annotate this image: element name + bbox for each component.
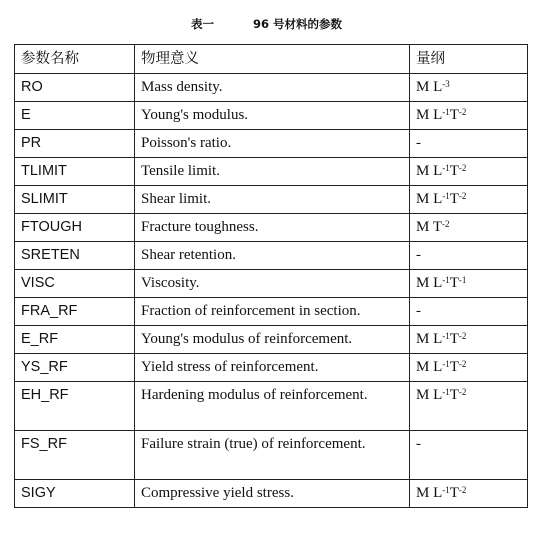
table-row <box>15 270 528 298</box>
table-row <box>15 431 528 480</box>
parameter-code: YS_RF <box>15 354 135 382</box>
dimension-exponent: -1 <box>442 331 450 341</box>
dimension-base: - <box>416 303 421 319</box>
parameter-meaning: Yield stress of reinforcement. <box>135 354 410 382</box>
parameter-dimension <box>410 354 528 382</box>
parameter-code: SIGY <box>15 480 135 508</box>
parameter-meaning: Shear limit. <box>135 186 410 214</box>
table-row <box>15 480 528 508</box>
dimension-exponent: -1 <box>458 275 467 285</box>
parameter-meaning: Failure strain (true) of reinforcement. <box>135 431 410 480</box>
dimension-base: M L <box>416 485 443 501</box>
parameter-dimension <box>410 382 528 431</box>
parameter-code: FS_RF <box>15 431 135 480</box>
parameter-dimension <box>410 480 528 508</box>
parameter-dimension <box>410 130 528 158</box>
dimension-exponent: -2 <box>458 191 467 201</box>
parameter-dimension <box>410 102 528 130</box>
table-title: 96 号材料的参数 <box>253 17 343 31</box>
dimension-base: T <box>449 191 459 207</box>
dimension-base: M L <box>416 331 443 347</box>
parameter-meaning: Shear retention. <box>135 242 410 270</box>
parameter-dimension <box>410 270 528 298</box>
parameter-meaning: Fracture toughness. <box>135 214 410 242</box>
dimension-base: T <box>449 387 459 403</box>
dimension-exponent: -3 <box>442 79 450 89</box>
table-row <box>15 130 528 158</box>
parameter-dimension <box>410 186 528 214</box>
parameter-code: SRETEN <box>15 242 135 270</box>
dimension-base: M T <box>416 219 442 235</box>
parameter-code: E_RF <box>15 326 135 354</box>
header-physical-meaning: 物理意义 <box>135 45 410 74</box>
dimension-exponent: -1 <box>442 359 450 369</box>
table-row <box>15 354 528 382</box>
parameter-code: SLIMIT <box>15 186 135 214</box>
parameter-dimension <box>410 214 528 242</box>
header-row <box>15 45 528 74</box>
dimension-exponent: -1 <box>442 107 450 117</box>
table-row <box>15 326 528 354</box>
dimension-exponent: -1 <box>442 163 450 173</box>
parameter-code: FRA_RF <box>15 298 135 326</box>
dimension-base: T <box>449 331 459 347</box>
parameter-dimension <box>410 431 528 480</box>
dimension-base: M L <box>416 79 443 95</box>
dimension-exponent: -2 <box>441 219 450 229</box>
dimension-base: M L <box>416 163 443 179</box>
header-dimension: 量纲 <box>410 45 528 74</box>
parameter-code: TLIMIT <box>15 158 135 186</box>
dimension-base: - <box>416 135 421 151</box>
parameter-code: PR <box>15 130 135 158</box>
dimension-exponent: -2 <box>458 107 467 117</box>
dimension-exponent: -2 <box>458 359 467 369</box>
dimension-base: M L <box>416 387 443 403</box>
table-row <box>15 242 528 270</box>
table-row <box>15 158 528 186</box>
parameter-code: E <box>15 102 135 130</box>
table-row <box>15 74 528 102</box>
dimension-exponent: -2 <box>458 163 467 173</box>
dimension-exponent: -1 <box>442 275 450 285</box>
parameter-meaning: Compressive yield stress. <box>135 480 410 508</box>
parameter-dimension <box>410 158 528 186</box>
parameter-dimension <box>410 298 528 326</box>
dimension-base: M L <box>416 275 443 291</box>
dimension-base: - <box>416 247 421 263</box>
dimension-base: M L <box>416 359 443 375</box>
parameter-code: FTOUGH <box>15 214 135 242</box>
parameter-meaning: Fraction of reinforcement in section. <box>135 298 410 326</box>
table-row <box>15 186 528 214</box>
dimension-base: - <box>416 436 421 452</box>
parameter-dimension <box>410 326 528 354</box>
table-caption <box>0 14 536 34</box>
dimension-exponent: -1 <box>442 485 450 495</box>
dimension-exponent: -2 <box>458 387 467 397</box>
parameter-meaning: Viscosity. <box>135 270 410 298</box>
dimension-base: M L <box>416 191 443 207</box>
table-row <box>15 298 528 326</box>
parameter-dimension <box>410 242 528 270</box>
dimension-base: T <box>449 359 459 375</box>
parameter-code: RO <box>15 74 135 102</box>
dimension-exponent: -2 <box>458 331 467 341</box>
dimension-exponent: -1 <box>442 191 450 201</box>
dimension-base: M L <box>416 107 443 123</box>
table-row <box>15 214 528 242</box>
parameter-code: EH_RF <box>15 382 135 431</box>
dimension-base: T <box>449 107 459 123</box>
parameters-table <box>14 44 528 508</box>
dimension-exponent: -1 <box>442 387 450 397</box>
header-parameter-name: 参数名称 <box>15 45 135 74</box>
parameter-meaning: Tensile limit. <box>135 158 410 186</box>
parameter-meaning: Young's modulus of reinforcement. <box>135 326 410 354</box>
table-row <box>15 102 528 130</box>
parameter-meaning: Mass density. <box>135 74 410 102</box>
parameter-code: VISC <box>15 270 135 298</box>
parameter-meaning: Hardening modulus of reinforcement. <box>135 382 410 431</box>
dimension-base: T <box>449 275 459 291</box>
table-row <box>15 382 528 431</box>
dimension-base: T <box>449 485 459 501</box>
parameter-dimension <box>410 74 528 102</box>
table-number: 表一 <box>191 17 214 31</box>
dimension-base: T <box>449 163 459 179</box>
parameter-meaning: Poisson's ratio. <box>135 130 410 158</box>
parameter-meaning: Young's modulus. <box>135 102 410 130</box>
dimension-exponent: -2 <box>458 485 467 495</box>
